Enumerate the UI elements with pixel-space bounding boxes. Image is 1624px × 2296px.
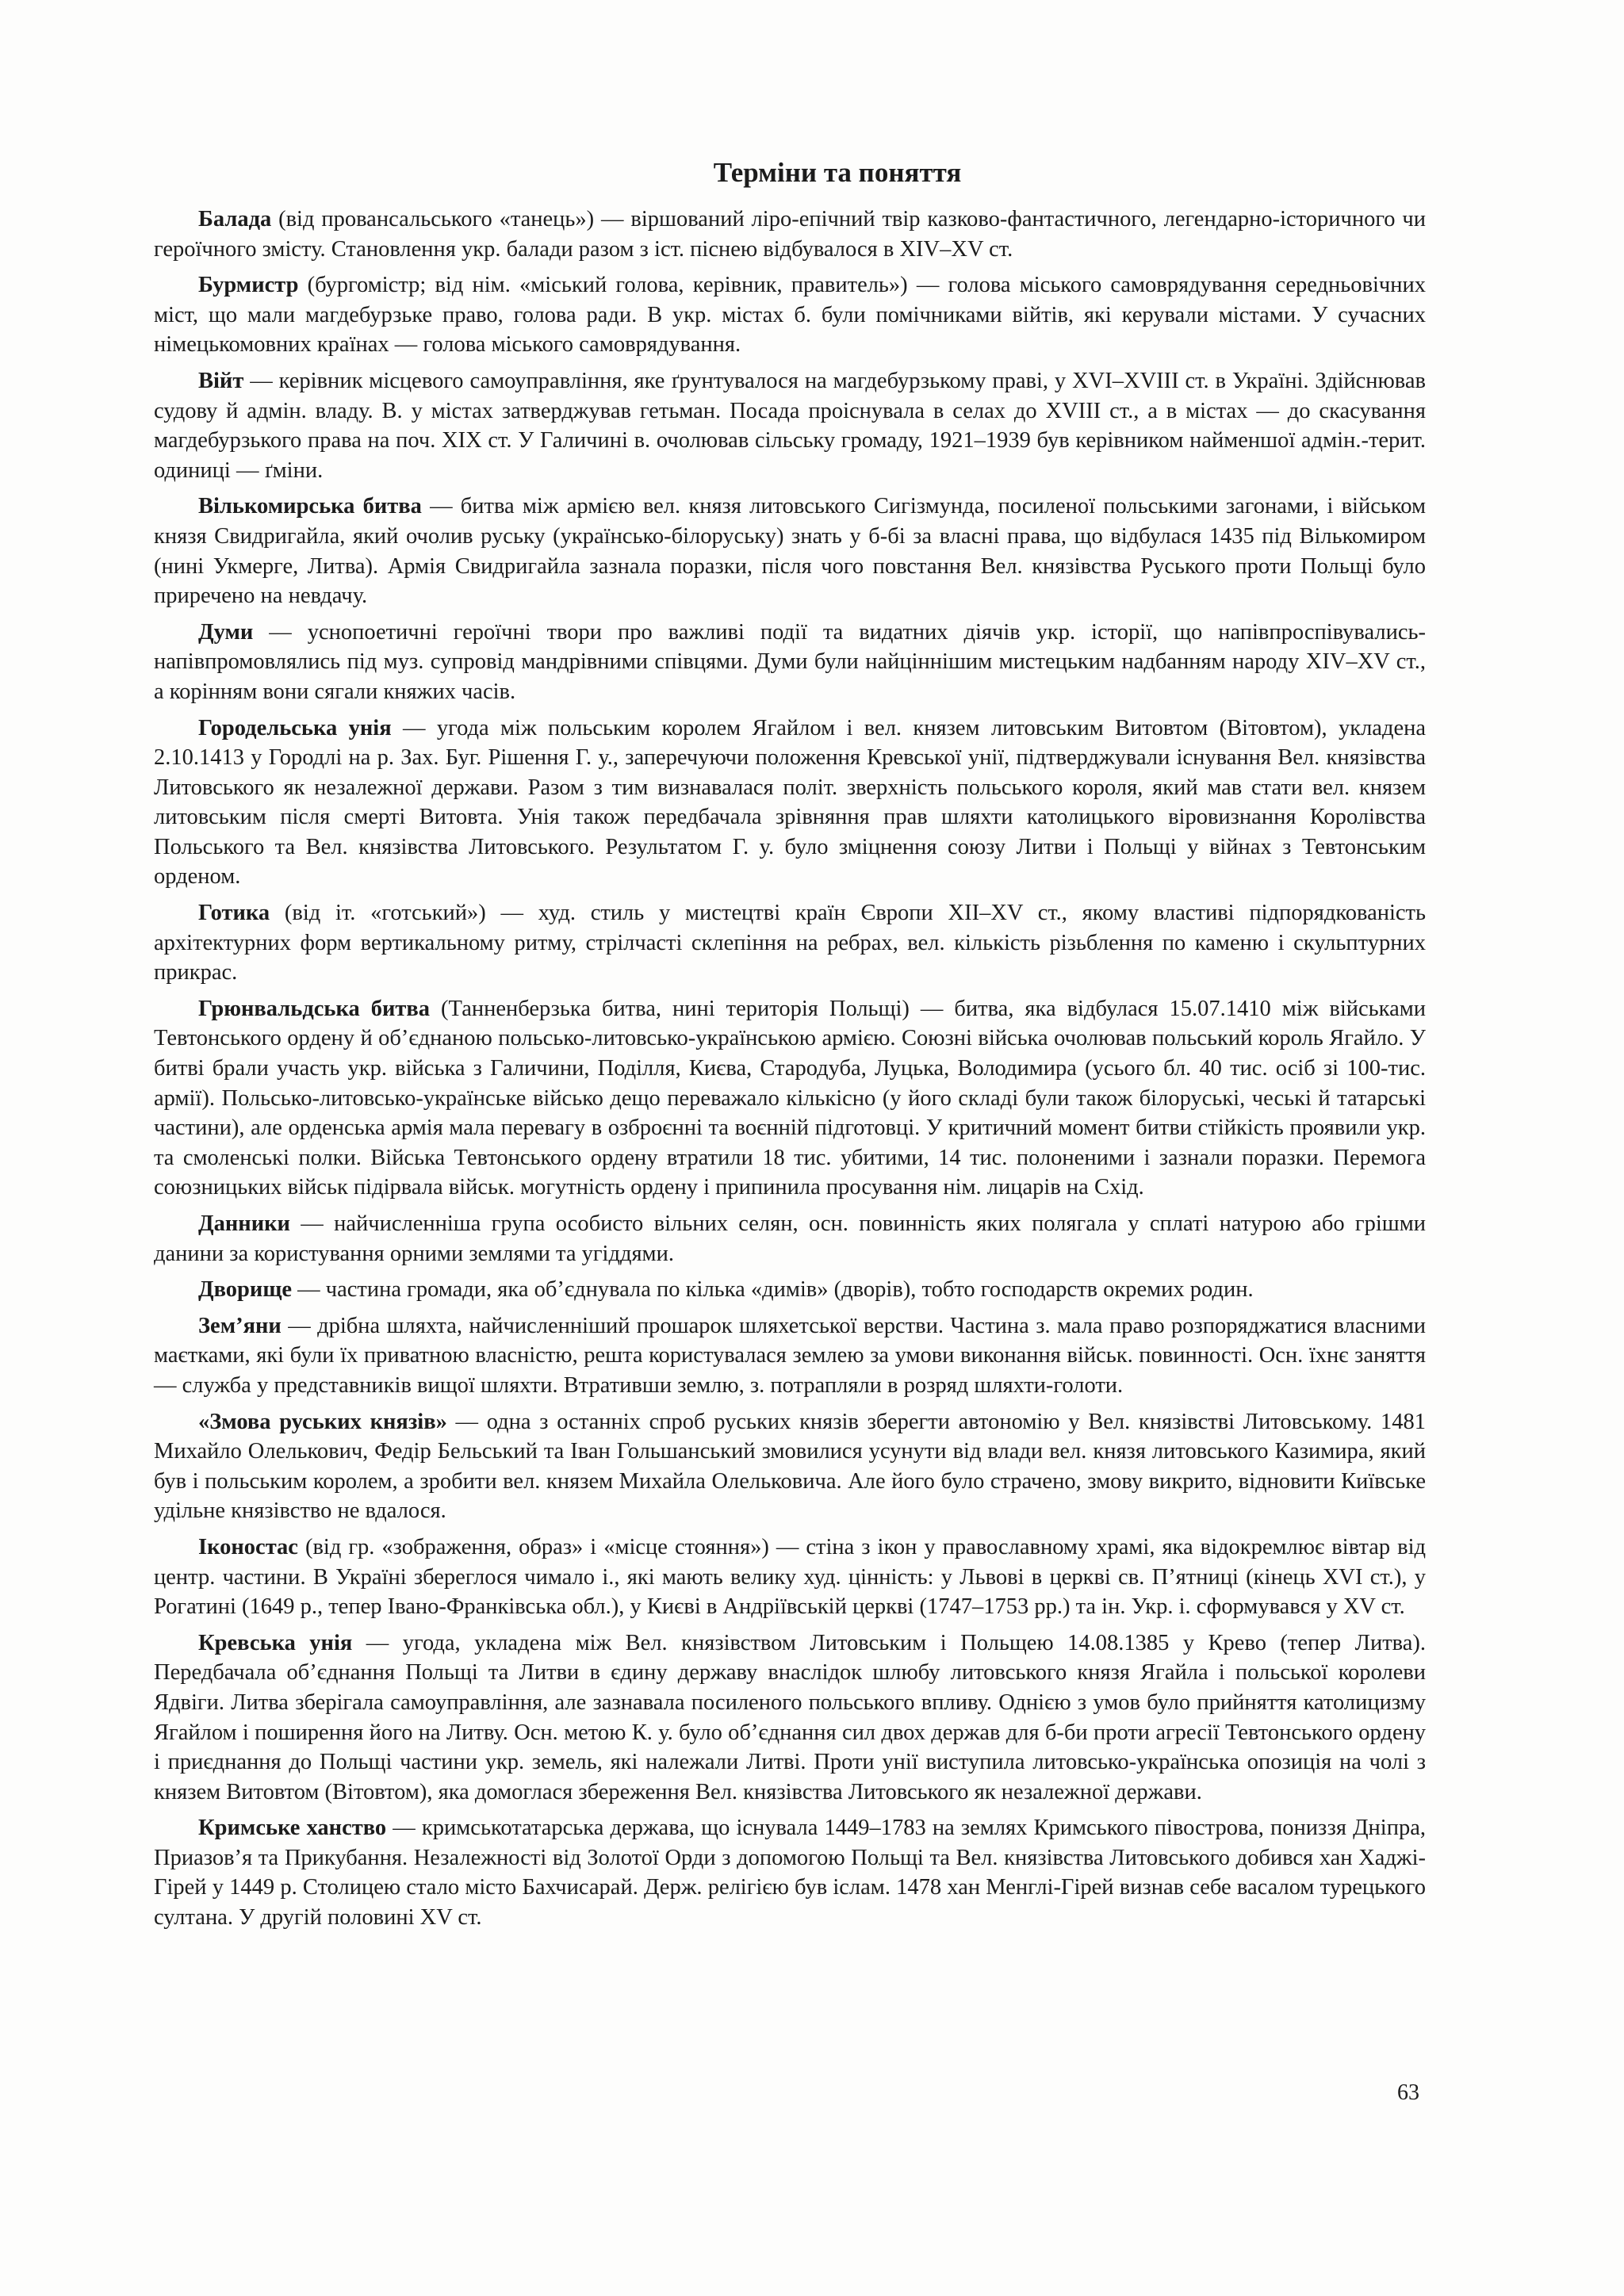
glossary-definition: (Танненберзька битва, нині територія Польщі) — битва, яка відбулася 15.07.1410 між військами Тевтонського ордену й об’єднаною польсько-литовсько-українською армією. Союзні війська очолював польський король Ягайло. У битві брали участь укр. війська з Галичини, Поділля, Києва, Стародуба, Луцька, Володимира (усього бл. 40 тис. осіб зі 100-тис. армії). Польсько-литовсько-українське військо дещо переважало кількісно (у його складі були також білоруські, чеські й татарські частини), але орденська армія мала перевагу в озброєнні та воєнній підготовці. У критичний момент битви стійкість проявили укр. та смоленські полки. Війська Тевтонського ордену втратили 18 тис. убитими, 14 тис. полоненими і зазнали поразки. Перемога союзницьких військ підірвала військ. могутність ордену і припинила просування нім. лицарів на Схід. xyxy=(154,996,1427,1200)
glossary-entry xyxy=(154,1813,1426,1932)
glossary-term: Готика xyxy=(198,901,270,926)
glossary-entry xyxy=(154,205,1426,264)
glossary-definition: — частина громади, яка об’єднувала по кілька «димів» (дворів), тобто господарств окремих родин. xyxy=(292,1277,1254,1303)
glossary-content xyxy=(154,155,1426,1939)
glossary-definition: — кримськотатарська держава, що існувала 1449–1783 на землях Кримського півострова, пониззя Дніпра, Приазов’я та Прикубання. Незалежності від Золотої Орди з допомогою Польщі та Вел. князівства Литовського добився хан Хаджі-Гірей у 1449 р. Столицею стало місто Бахчисарай. Держ. релігією був іслам. 1478 хан Менглі-Гірей визнав себе васалом турецького султана. У другій половині XV ст. xyxy=(154,1816,1426,1931)
glossary-entry xyxy=(154,492,1426,610)
glossary-entry xyxy=(154,618,1426,707)
glossary-entry xyxy=(154,1533,1426,1622)
glossary-term: Данники xyxy=(198,1211,290,1236)
glossary-term: Кримське ханство xyxy=(198,1816,387,1841)
glossary-definition: (бургомістр; від нім. «міський голова, керівник, правитель») — голова міського самоврядування середньовічних міст, що мали магдебурзьке право, голова ради. В укр. містах б. були помічниками війтів, які керували містами. У сучасних німецькомовних країнах — голова міського самоврядування. xyxy=(154,273,1426,358)
glossary-term: Грюнвальдська битва xyxy=(198,996,431,1021)
glossary-term: «Змова руських князів» xyxy=(198,1409,447,1434)
glossary-entries xyxy=(154,205,1426,1933)
glossary-entry xyxy=(154,1209,1426,1269)
glossary-entry xyxy=(154,1407,1426,1526)
glossary-entry xyxy=(154,714,1426,893)
glossary-term: Іконостас xyxy=(198,1534,298,1559)
glossary-term: Бурмистр xyxy=(198,273,299,298)
page-number: 63 xyxy=(1397,2080,1419,2105)
glossary-entry xyxy=(154,270,1426,360)
glossary-term: Кревська унія xyxy=(198,1630,353,1655)
glossary-definition: — угода, укладена між Вел. князівством Литовським і Польщею 14.08.1385 у Крево (тепер Литва). Передбачала об’єднання Польщі та Литви в єдину державу внаслідок шлюбу литовського князя Ягайла і польської королеви Ядвіги. Литва зберігала самоуправління, але зазнавала посиленого польського впливу. Однією з умов було прийняття католицизму Ягайлом і поширення його на Литву. Осн. метою К. у. було об’єднання сил двох держав для б-би проти агресії Тевтонського ордену і приєднання до Польщі частини укр. земель, які належали Литві. Проти унії виступила литовсько-українська опозиція на чолі з князем Витовтом (Вітовтом), яка домоглася збереження Вел. князівства Литовського як незалежної держави. xyxy=(154,1630,1426,1804)
glossary-term: Думи xyxy=(198,619,254,645)
glossary-definition: — керівник місцевого самоуправління, яке ґрунтувалося на магдебурзькому праві, у XVI–XVIII ст. в Україні. Здійснював судову й адмін. владу. В. у містах затверджував гетьман. Посада проіснувала в селах до XVIII ст., а в містах — до скасування магдебурзького права на поч. XIX ст. У Галичині в. очолював сільську громаду, 1921–1939 був керівником найменшої адмін.-терит. одиниці — ґміни. xyxy=(154,368,1426,483)
glossary-definition: (від гр. «зображення, образ» і «місце стояння») — стіна з ікон у православному храмі, яка відокремлює вівтар від центр. частини. В Україні збереглося чимало і., які мають велику худ. цінність: у Львові в церкві св. П’ятниці (кінець XVI ст.), у Рогатині (1649 р., тепер Івано-Франківська обл.), у Києві в Андріївській церкві (1747–1753 рр.) та ін. Укр. і. сформувався у XV ст. xyxy=(154,1534,1426,1620)
glossary-term: Городельська унія xyxy=(198,715,392,740)
glossary-entry xyxy=(154,994,1426,1203)
glossary-definition: (від провансальського «танець») — віршований ліро-епічний твір казково-фантастичного, легендарно-історичного чи героїчного змісту. Становлення укр. балади разом з іст. піснею відбувалося в XIV–XV ст. xyxy=(154,207,1426,262)
glossary-definition: (від іт. «готський») — худ. стиль у мистецтві країн Європи XII–XV ст., якому властиві підпорядкованість архітектурних форм вертикальному ритму, стрілчасті склепіння на ребрах, вел. кількість різьблення по каменю і скульптурних прикрас. xyxy=(154,901,1426,985)
glossary-entry xyxy=(154,1275,1426,1305)
glossary-term: Війт xyxy=(198,368,244,393)
glossary-term: Дворище xyxy=(198,1277,293,1303)
glossary-entry xyxy=(154,898,1426,988)
glossary-term: Зем’яни xyxy=(198,1313,282,1338)
glossary-entry xyxy=(154,366,1426,485)
glossary-definition: — найчисленніша група особисто вільних селян, осн. повинність яких полягала у сплаті натурою або грішми данини за користування орними землями та угіддями. xyxy=(154,1211,1426,1266)
glossary-definition: — дрібна шляхта, найчисленніший прошарок шляхетської верстви. Частина з. мала право розпоряджатися власними маєтками, які були їх приватною власністю, решта користувалася землею за умови виконання військ. повинності. Осн. їхнє заняття — служба у представників вищої шляхти. Втративши землю, з. потрапляли в розряд шляхти-голоти. xyxy=(154,1313,1426,1398)
glossary-definition: — угода між польським королем Ягайлом і вел. князем литовським Витовтом (Вітовтом), укладена 2.10.1413 у Городлі на р. Зах. Буг. Рішення Г. у., заперечуючи положення Кревської унії, підтверджували існування Вел. князівства Литовського як незалежної держави. Разом з тим визнавалася політ. зверхність польського короля, який мав стати вел. князем литовським після смерті Витовта. Унія також передбачала зрівняння прав шляхти католицького віровизнання Королівства Польського та Вел. князівства Литовського. Результатом Г. у. було зміцнення союзу Литви і Польщі у війнах з Тевтонським орденом. xyxy=(154,715,1426,890)
glossary-term: Вількомирська битва xyxy=(198,494,422,519)
page-title: Терміни та поняття xyxy=(713,157,962,188)
glossary-definition: — одна з останніх спроб руських князів зберегти автономію у Вел. князівстві Литовському. 1481 Михайло Олелькович, Федір Бельський та Іван Гольшанський змовилися усунути від влади вел. князя литовського Казимира, який був і польським королем, а зробити вел. князем Михайла Олельковича. Але його було страчено, змову викрито, відновити Київське удільне князівство не вдалося. xyxy=(154,1409,1426,1524)
glossary-definition: — битва між армією вел. князя литовського Сигізмунда, посиленої польськими загонами, і військом князя Свидригайла, який очолив руську (українсько-білоруську) знать у б-бі за власні права, що відбулася 1435 під Вількомиром (нині Укмерге, Литва). Армія Свидригайла зазнала поразки, після чого повстання Вел. князівства Руського проти Польщі було приречено на невдачу. xyxy=(154,494,1426,609)
glossary-definition: — уснопоетичні героїчні твори про важливі події та видатних діячів укр. історії, що напівпроспівувались-напівпромовлялись під муз. супровід мандрівними співцями. Думи були найціннішим мистецьким надбанням народу XIV–XV ст., а корінням вони сягали княжих часів. xyxy=(154,619,1426,704)
glossary-term: Балада xyxy=(198,207,272,232)
glossary-entry xyxy=(154,1628,1426,1808)
glossary-entry xyxy=(154,1311,1426,1401)
